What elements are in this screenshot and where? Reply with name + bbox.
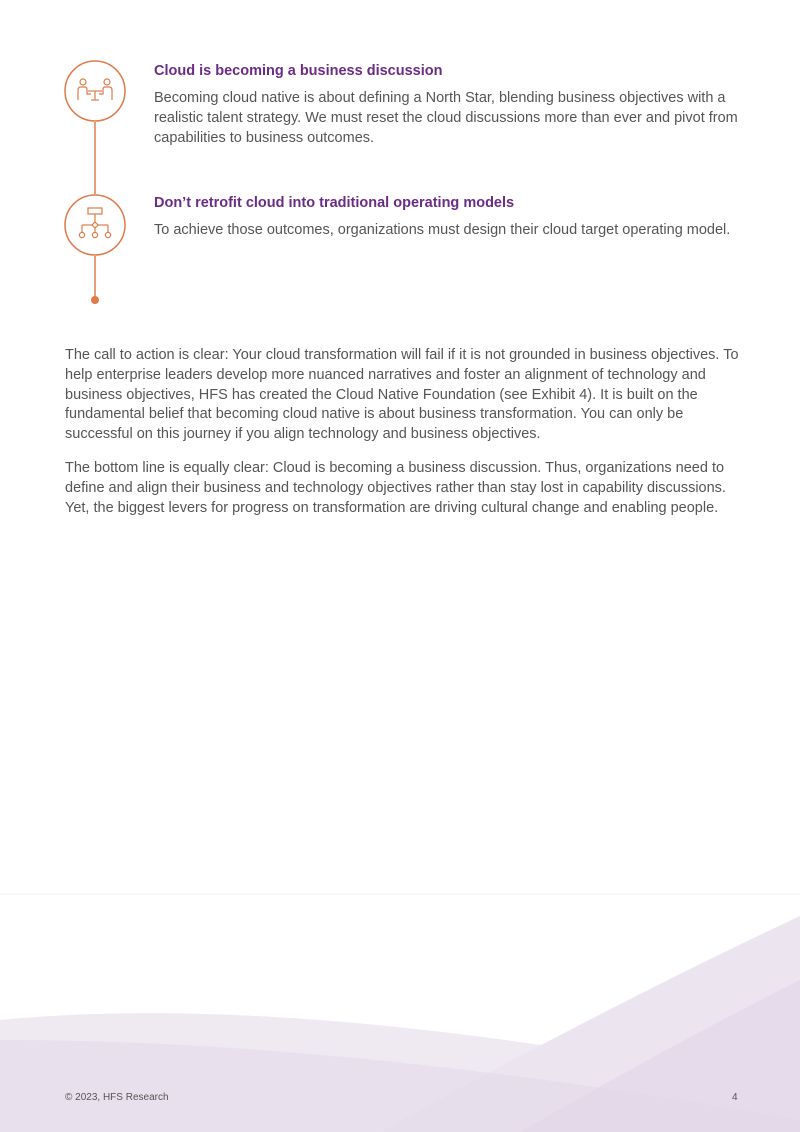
- timeline-graphic: [62, 60, 128, 310]
- paragraph: The call to action is clear: Your cloud transformation will fail if it is not grounded in business objectives. To help enterprise leaders develop more nuanced narratives and foster an alignment of technology and business objectives, HFS has created the Cloud Native Foundation (see Exhibit 4). It is built on the fundamental belief that becoming cloud native is about business transformation. You can only be successful on this journey if you align technology and business objectives.: [65, 347, 739, 443]
- timeline-end-dot: [91, 296, 99, 304]
- meeting-people-icon: [65, 61, 125, 121]
- item-body: Becoming cloud native is about defining a North Star, blending business objectives with a realistic talent strategy. We must reset the cloud discussions more than ever and pivot from capabilities to business outcomes.: [154, 90, 738, 146]
- body-text: [65, 346, 740, 532]
- item-body: To achieve those outcomes, organizations must design their cloud target operating model.: [154, 222, 731, 238]
- page-number: 4: [732, 1092, 738, 1103]
- timeline-item-2: [154, 194, 744, 240]
- item-title: Don’t retrofit cloud into traditional operating models: [154, 195, 515, 211]
- paragraph: The bottom line is equally clear: Cloud is becoming a business discussion. Thus, organizations need to define and align their business and technology objectives rather than stay lost in capability discussions. Yet, the biggest levers for progress on transformation are driving cultural change and enabling people.: [65, 459, 726, 516]
- timeline: [62, 60, 128, 310]
- item-title: Cloud is becoming a business discussion: [154, 63, 443, 79]
- footer-copyright: © 2023, HFS Research: [65, 1092, 169, 1103]
- timeline-item-1: [154, 62, 744, 148]
- org-chart-icon: [65, 195, 125, 255]
